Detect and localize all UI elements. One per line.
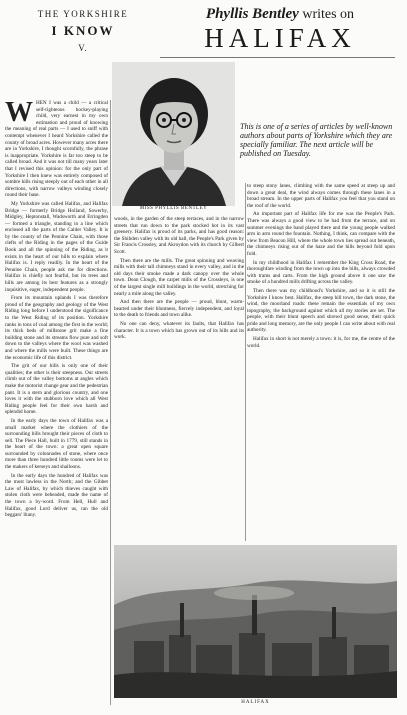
column-1-paragraph: My Yorkshire was called Halifax, and Halifax Bridge — formerly Bridge Holland, Sowerby, Midgley, Heptonstall, Wadsworth and Erringden — formed a triangle, standing in a line which enclosed all the parts of the Calder Valley. It is by the county of the Pennine Chain, with those clefts of the Riding in the pages of the Guide Book and all the spinning of the Riding, as it exists in the heart of our hills to explain where Halifax is. I reply readily. In the heart of the Pennine Chain, people ask me for directions. Halifax is chiefly not fearful, but its trees and hills are among its best features as a strongly inquisitive, eager, independent people. <box>5 200 108 293</box>
column-3-paragraph: An important part of Halifax life for me was the People's Park. There was always a good view to be had from the terrace, and on summer evenings the band played there and the young people walked arm in arm round the fountain. Nothing, I think, can compare with the view from Beacon Hill, where the whole town lies spread out beneath, the chimneys rising out of the haze and the hills beyond fold upon fold. <box>247 211 395 257</box>
halifax-landscape-image <box>114 545 397 698</box>
photo-caption: HALIFAX <box>241 700 270 705</box>
author-portrait <box>112 62 235 206</box>
halifax-photograph <box>114 545 397 698</box>
series-line-3: V. <box>78 43 88 53</box>
column-divider <box>245 183 246 541</box>
series-line-2: I KNOW <box>51 23 115 38</box>
column-divider <box>110 100 111 705</box>
column-3-paragraph: In my childhood in Halifax I remember the King Cross Road, the thoroughfare winding from the town up into the hills, always crowded with trams and carts. From the high ground above it one saw the smoke of a hundred mills drifting across the valley. <box>247 259 395 286</box>
article-column-1 <box>5 100 108 705</box>
article-column-3 <box>247 183 395 541</box>
column-3-paragraph: to steep stony lanes, climbing with the same speed at steep up and down a great deal, the wind always comes through these lanes in a broad stream. In the upper parts of Halifax you feel that you stand on the roof of the world. <box>247 183 395 209</box>
column-1-paragraph: From its mountain uplands I was therefore proud of the geography and geology of the West Riding long before I understood the significance to the West Riding of its position. Yorkshire ranks in tons of coal among the first in the world; its thick beds of millstone grit make a fine building stone and its streams flow pure and soft down to the valleys where the wool was washed and where the mills were built. These things are the economic life of this district. <box>5 295 108 361</box>
column-1-paragraph: The grit of our hills is only one of their qualities; the other is their steepness. Our streets climb out of the valley bottoms at angles which make the motorist change gear and the pedestrian pant. It is a stern and glorious country, and one loves it with the stubborn love which all West Riding people feel for their own harsh and splendid home. <box>5 363 108 416</box>
byline-author: Phyllis Bentley <box>205 6 299 22</box>
portrait-caption: MISS PHYLLIS BENTLEY <box>139 206 208 211</box>
series-title <box>28 9 138 53</box>
column-1-paragraph: HEN I was a child — a critical self-righteous hockey-playing child, very earnest in my own estimation and proud of knowing the meaning of real parts — I used to sniff with contempt whenever I heard Yorkshire called the county of broad acres. However many acres there are in Yorkshire, I thought scornfully, the phrase is inappropriate. Yorkshire is far too steep to be called broad. And it was not till many years later that I revised this opinion: for the only part of Yorkshire I then knew was entirely composed of sombre hills rising steeply out of each other in all directions, with narrow valleys winding closely round their base. <box>5 100 108 199</box>
column-1-paragraph: In the early days the hundred of Halifax was the most lawless in the North; and the Gibbet Law of Halifax, by which thieves caught with stolen cloth were beheaded, made the name of the town a by-word. From Hell, Hull and Halifax, good Lord deliver us, ran the old beggars' litany. <box>5 472 108 519</box>
article-column-2 <box>114 216 244 541</box>
portrait-image <box>112 62 235 206</box>
headline: HALIFAX <box>204 23 356 53</box>
headline-rule <box>160 57 395 58</box>
column-2-paragraph: woods, in the garden of the steep terraces, and in the narrow streets that run down to the park stocked hot in its vast greenery. Halifax is proud of its parks, and has good reason: the Shibden valley with its old hall, the People's Park given by Sir Francis Crossley, and Akroydon with its church by Gilbert Scott. <box>114 216 244 255</box>
column-3-paragraph: Then there was my childhood's Yorkshire, and so it is still the Yorkshire I know best. Halifax, the steep hill town, the dark stone, the wind, the moorland roads: these remain the essentials of my own topography, the background against which all my stories are set. The people, with their blunt speech and shrewd good sense, their quick pride and long memory, are the only people I can write about with real authority. <box>247 287 395 334</box>
intro-blurb: This is one of a series of articles by well-known authors about parts of Yorkshire which they are specially familiar. The next article will be published on Tuesday. <box>240 122 393 158</box>
byline-suffix: writes on <box>302 7 355 22</box>
column-2-paragraph: Then there are the mills. The great spinning and weaving mills with their tall chimneys stand in every valley, and in the old days their smoke made a dark canopy over the whole town. Dean Clough, the carpet mills of the Crossleys, is one of the largest single mill buildings in the world, stretching for nearly a mile along the valley. <box>114 257 244 297</box>
column-2-paragraph: And then there are the people — proud, blunt, warm-hearted under their bluntness, fiercely independent, and loyal to the death to friends and town alike. <box>114 299 244 319</box>
byline <box>160 6 400 23</box>
series-line-1: THE YORKSHIRE <box>37 9 129 19</box>
column-1-paragraph: In the early days the town of Halifax was a small market where the clothiers of the surrounding hills brought their pieces of cloth to sell. The Piece Hall, built in 1779, still stands in the heart of the town: a great open square surrounded by colonnades of stone, where once more than three hundred little rooms were let to the makers of kerseys and shalloons. <box>5 417 108 471</box>
column-3-paragraph: Halifax in short is not merely a town: it is, for me, the centre of the world. <box>247 336 395 349</box>
drop-cap: W <box>5 100 33 128</box>
column-2-paragraph: No one can deny, whatever its faults, that Halifax has character. It is a town which has grown out of its hills and its work. <box>114 320 244 341</box>
